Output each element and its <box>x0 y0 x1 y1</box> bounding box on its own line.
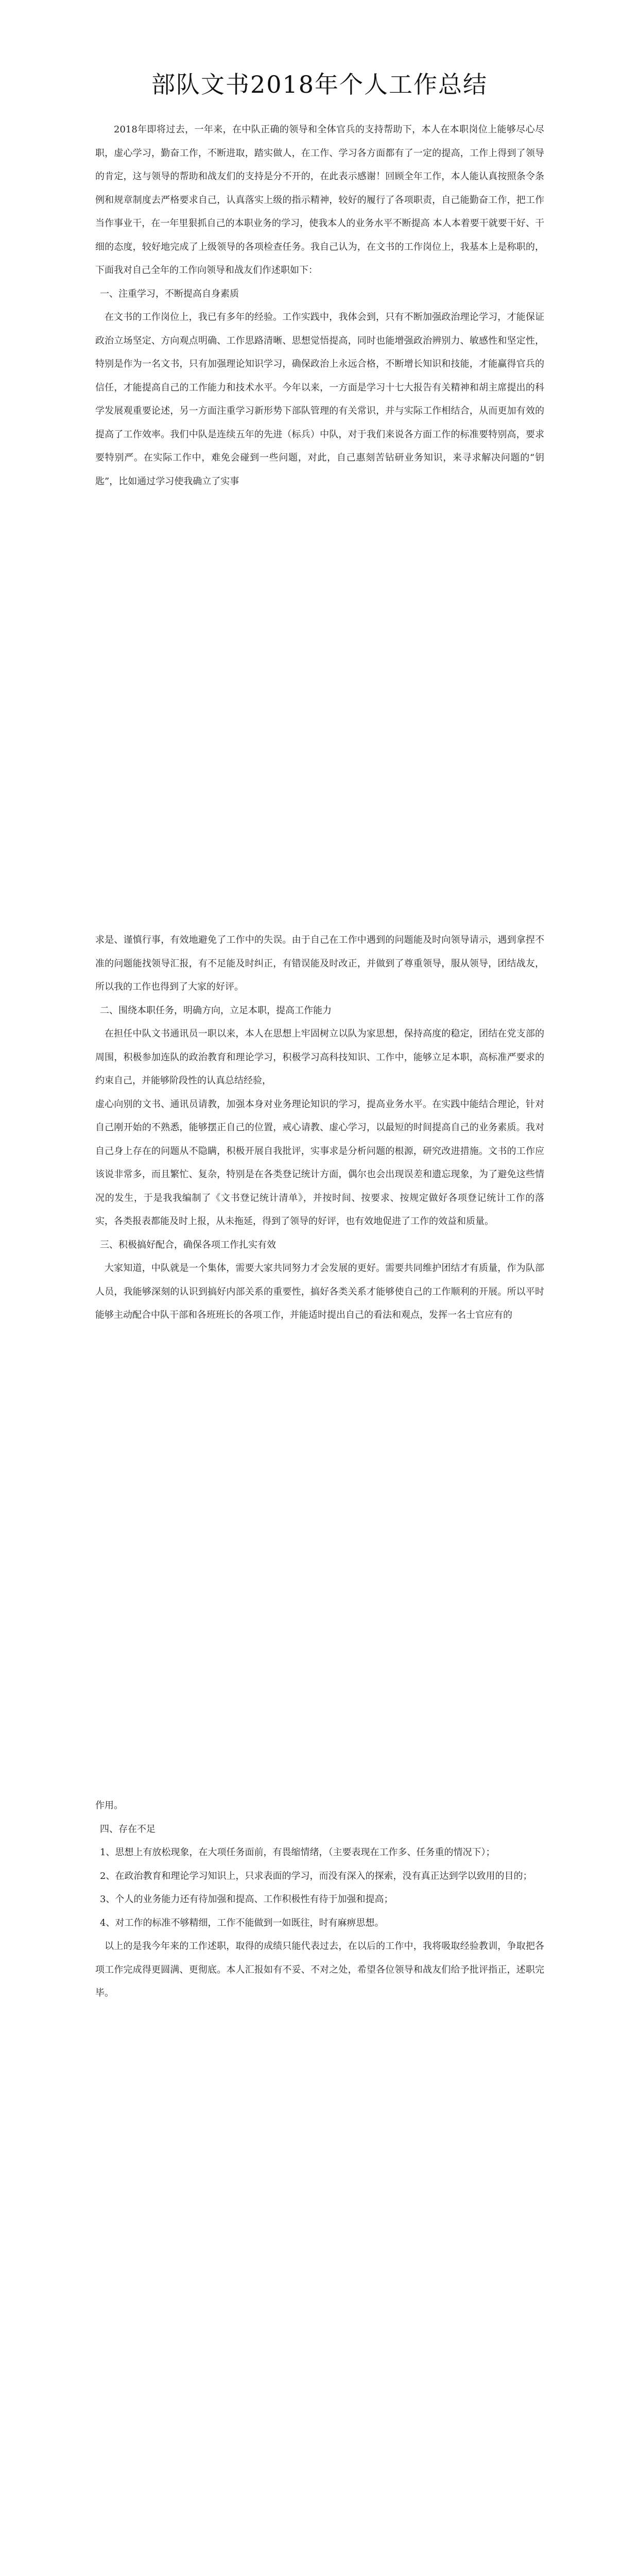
section-3-paragraph: 大家知道，中队就是一个集体，需要大家共同努力才会发展的更好。需要共同维护团结才有质量，作为队部人员，我能够深刻的认识到搞好内部关系的重要性，搞好各类关系才能够使自己的工作顺利的开展。所以平时能够主动配合中队干部和各班班长的各项工作，并能适时提出自己的看法和观点，发挥一名士官应有的 <box>95 1263 544 1320</box>
section-2-paragraph-b: 虚心向别的文书、通讯员请教，加强本身对业务理论知识的学习，提高业务水平。在实践中能结合理论，针对自己刚开始的不熟悉，能够摆正自己的位置，戒心请教、虚心学习，以最短的时间提高自己的业务素质。我对自己身上存在的问题从不隐瞒，积极开展自我批评，实事求是分析问题的根源，研究改进措施。文书的工作应该说非常多，而且繁忙、复杂，特别是在各类登记统计方面，偶尔也会出现误差和遗忘现象，为了避免这些情况的发生，于是我我编制了《文书登记统计清单》，并按时间、按要求、按规定做好各项登记统计工作的落实，各类报表都能及时上报，从未拖延，得到了领导的好评，也有效地促进了工作的效益和质量。 <box>95 1098 544 1227</box>
shortcoming-item-1: 1、思想上有放松现象，在大项任务面前，有畏缩情绪，（主要表现在工作多、任务重的情况下）； <box>100 1847 495 1858</box>
continued-paragraph-2: 作用。 <box>95 1800 123 1811</box>
section-heading-2: 二、围绕本职任务，明确方向，立足本职，提高工作能力 <box>100 1005 332 1016</box>
intro-paragraph: 2018年即将过去，一年来，在中队正确的领导和全体官兵的支持帮助下，本人在本职岗位上能够尽心尽职，虚心学习，勤奋工作，不断进取，踏实做人，在工作、学习各方面都有了一定的提高，工作上得到了领导的肯定，这与领导的帮助和战友们的支持是分不开的，在此表示感谢！回顾全年工作，本人能认真按照条令条例和规章制度去严格要求自己，认真落实上级的指示精神，较好的履行了各项职责，自己能勤奋工作，把工作当作事业干，在一年里狠抓自己的本职业务的学习，使我本人的业务水平不断提高 本人本着要干就要干好、干细的态度，较好地完成了上级领导的各项检查任务。我自己认为，在文书的工作岗位上，我基本上是称职的，下面我对自己全年的工作向领导和战友们作述职如下： <box>95 124 544 276</box>
section-2-paragraph: 在担任中队文书通讯员一职以来，本人在思想上牢固树立以队为家思想，保持高度的稳定，团结在党支部的周围，积极参加连队的政治教育和理论学习，积极学习高科技知识、工作中，能够立足本职，高标准严要求的约束自己，并能够阶段性的认真总结经验， <box>95 1028 544 1086</box>
document-title: 部队文书2018年个人工作总结 <box>151 71 488 98</box>
continued-paragraph: 求是、谨慎行事，有效地避免了工作中的失误。由于自己在工作中遇到的问题能及时向领导请示，遇到拿捏不准的问题能找领导汇报，有不足能及时纠正，有错误能及时改正，并做到了尊重领导，服从领导，团结战友，所以我的工作也得到了大家的好评。 <box>95 935 544 992</box>
body-section-2 <box>95 928 544 1327</box>
shortcoming-item-3: 3、个人的业务能力还有待加强和提高、工作积极性有待于加强和提高； <box>100 1894 393 1905</box>
section-heading-4: 四、存在不足 <box>100 1823 156 1835</box>
shortcoming-item-4: 4、对工作的标准不够精细，工作不能做到一如既往，时有麻痹思想。 <box>100 1917 384 1928</box>
section-heading-3: 三、积极搞好配合，确保各项工作扎实有效 <box>100 1239 276 1250</box>
section-1-paragraph: 在文书的工作岗位上，我已有多年的经验。工作实践中，我体会到，只有不断加强政治理论学习，才能保证政治立场坚定、方向观点明确、工作思路清晰、思想觉悟提高，同时也能增强政治辨别力、敏感性和坚定性，特别是作为一名文书，只有加强理论知识学习，确保政治上永远合格，不断增长知识和技能，才能赢得官兵的信任，才能提高自己的工作能力和技术水平。今年以来，一方面是学习十七大报告有关精神和胡主席提出的科学发展观重要论述，另一方面注重学习新形势下部队管理的有关常识，并与实际工作相结合，从而更加有效的提高了工作效率。我们中队是连续五年的先进（标兵）中队，对于我们来说各方面工作的标准要特别高，要求要特别严。在实际工作中，难免会碰到一些问题，对此，自己惠刻苦钻研业务知识，来寻求解决问题的“钥匙”，比如通过学习使我确立了实事 <box>95 312 544 487</box>
closing-paragraph: 以上的是我今年来的工作述职，取得的成绩只能代表过去，在以后的工作中，我将吸取经验教训，争取把各项工作完成得更圆满、更彻底。本人汇报如有不妥、不对之处，希望各位领导和战友们给予批评指正，述职完毕。 <box>95 1941 544 1998</box>
section-heading-1: 一、注重学习，不断提高自身素质 <box>100 288 239 299</box>
shortcoming-item-2: 2、在政治教育和理论学习知识上，只求表面的学习，而没有深入的探索，没有真正达到学以致用的目的； <box>100 1870 532 1882</box>
body-section-3 <box>95 1794 544 2005</box>
body-section-1 <box>95 118 544 493</box>
